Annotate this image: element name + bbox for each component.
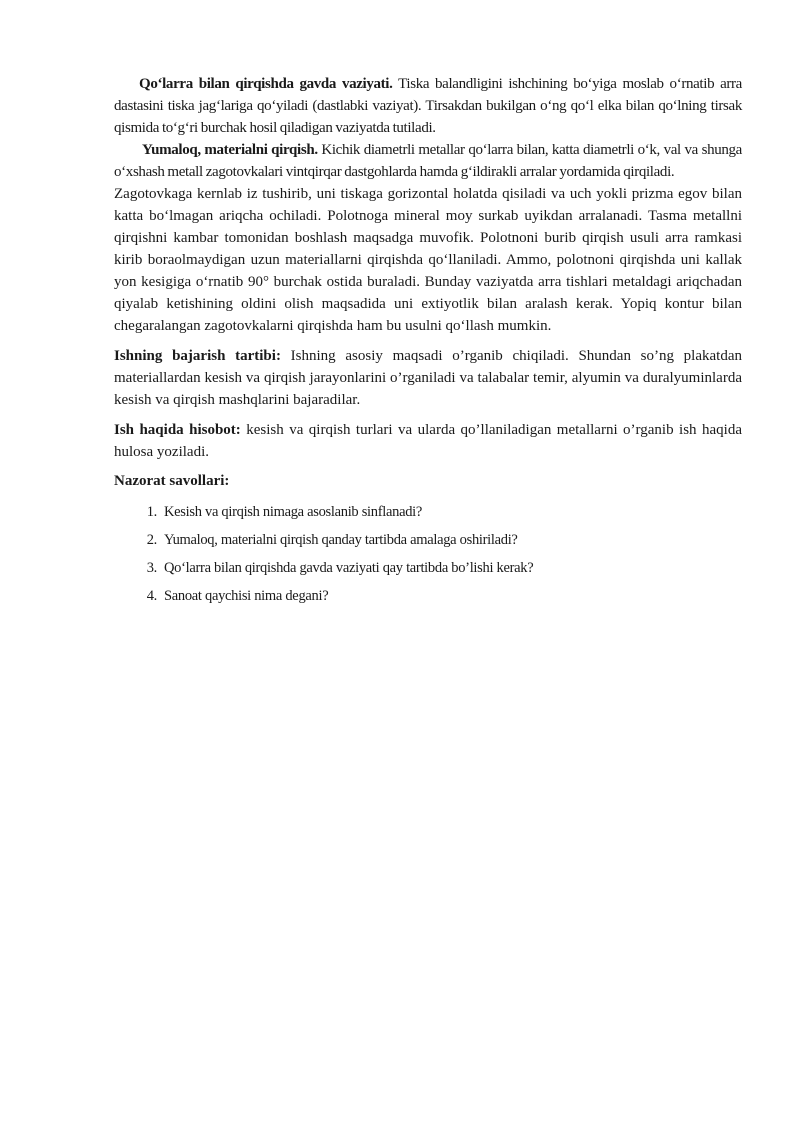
control-questions-list bbox=[114, 498, 742, 610]
list-item-number: 4. bbox=[146, 588, 157, 604]
list-item-number: 3. bbox=[146, 560, 157, 576]
list-item-number: 2. bbox=[146, 532, 157, 548]
list-item-number: 1. bbox=[146, 504, 157, 520]
list-item-text: Kesish va qirqish nimaga asoslanib sinflanadi? bbox=[164, 504, 423, 520]
text-round-material-cutting: Kichik diametrli metallar qo‘larra bilan, katta diametrli o‘k, val va shunga o‘xshash metall zagotovkalari vintqirqar dastgohlarda hamda g‘ildirakli arralar yordamida qirqiladi. bbox=[114, 142, 742, 180]
paragraph-body-posture bbox=[114, 73, 742, 139]
paragraph-workpiece-cutting: Zagotovkaga kernlab iz tushirib, uni tiskaga gorizontal holatda qisiladi va uch yokli prizma egov bilan katta bo‘lmagan ariqcha ochiladi. Polotnoga mineral moy surkab uyikdan arralanadi. Tasma metallni qirqishni kambar tomonidan boshlash maqsadga muvofik. Polotnoni burib qirqish usuli arra ramkasi kirib boraolmaydigan uzun materiallarni qirqishda qo‘llaniladi. Ammo, polotnoni qirqishda uni kallak yon kesigiga o‘rnatib 90° burchak ostida buraladi. Bunday vaziyatda arra tishlari metaldagi ariqchadan qiyalab ketishining oldini olish maqsadida uni extiyotlik bilan aralash kerak. Yopiq kontur bilan chegaralangan zagotovkalarni qirqishda ham bu usulni qo‘llash mumkin. bbox=[114, 186, 742, 334]
list-item-text: Sanoat qaychisi nima degani? bbox=[164, 588, 329, 604]
document-page bbox=[114, 73, 742, 610]
text-body-posture: Tiska balandligini ishchining bo‘yiga moslab o‘rnatib arra dastasini tiska jag‘lariga qo‘yiladi (dastlabki vaziyat). Tirsakdan bukilgan o‘ng qo‘l elka bilan qo‘lning tirsak qismida to‘g‘ri burchak hosil qiladigan vaziyatda tutiladi. bbox=[114, 76, 742, 136]
list-item bbox=[114, 582, 742, 610]
heading-work-report: Ish haqida hisobot: bbox=[114, 422, 241, 438]
heading-body-posture: Qo‘larra bilan qirqishda gavda vaziyati. bbox=[139, 76, 393, 92]
text-work-procedure: Ishning asosiy maqsadi o’rganib chiqiladi. Shundan so’ng plakatdan materiallardan kesish va qirqish jarayonlarini o’rganiladi va talabalar temir, alyumin va duralyuminlarda kesish va qirqish mashqlarini bajaradilar. bbox=[114, 348, 742, 408]
list-item-text: Yumaloq, materialni qirqish qanday tartibda amalaga oshiriladi? bbox=[164, 532, 518, 548]
list-item-text: Qo‘larra bilan qirqishda gavda vaziyati qay tartibda bo’lishi kerak? bbox=[164, 560, 534, 576]
list-item bbox=[114, 554, 742, 582]
list-item bbox=[114, 498, 742, 526]
heading-control-questions-text: Nazorat savollari: bbox=[114, 473, 230, 489]
paragraph-work-report bbox=[114, 419, 742, 463]
list-item bbox=[114, 526, 742, 554]
text-work-report: kesish va qirqish turlari va ularda qo’llaniladigan metallarni o’rganib ish haqida hulosa yoziladi. bbox=[114, 422, 742, 460]
heading-control-questions bbox=[114, 470, 742, 492]
paragraph-work-procedure bbox=[114, 345, 742, 411]
heading-round-material-cutting: Yumaloq, materialni qirqish. bbox=[142, 142, 318, 158]
paragraph-round-material-cutting bbox=[114, 139, 742, 183]
heading-work-procedure: Ishning bajarish tartibi: bbox=[114, 348, 281, 364]
